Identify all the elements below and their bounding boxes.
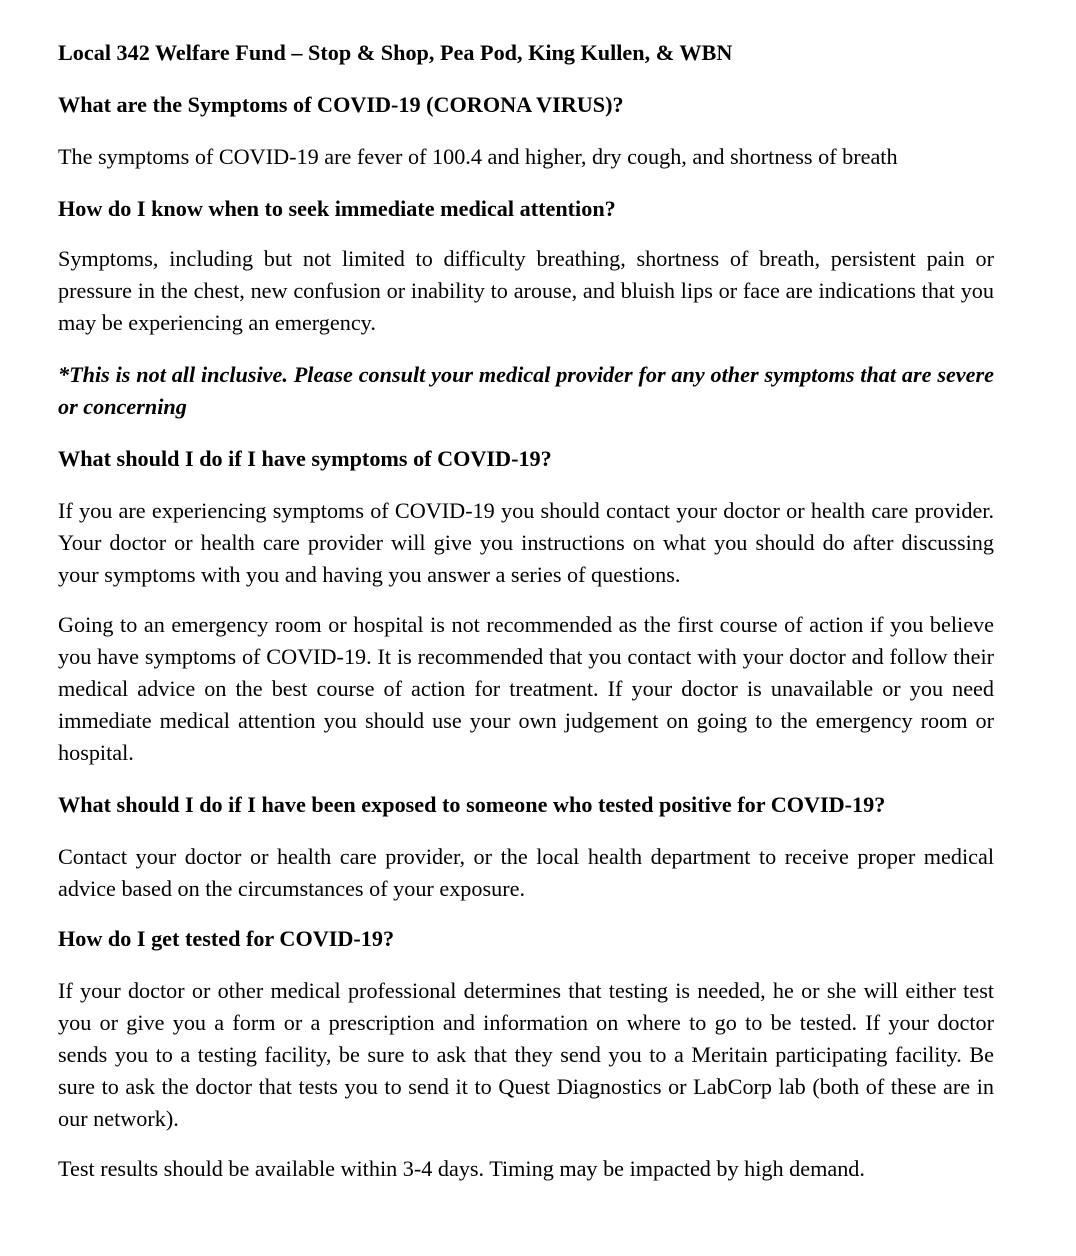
paragraph-emergency-room: Going to an emergency room or hospital is not recommended as the first course of action if you believe you have symptoms of COVID-19. It is recommended that you contact with your doctor and follow their medical advice on the best course of action for treatment. If your doctor is unavailable or you need immediate medical attention you should use your own judgement on going to the emergency room or hospital. xyxy=(58,612,994,765)
section-heading-immediate-attention: How do I know when to seek immediate medical attention? xyxy=(58,196,616,221)
paragraph-testing: If your doctor or other medical professional determines that testing is needed, he or she will either test you or give you a form or a prescription and information on where to go to be tested. If your doctor sends you to a testing facility, be sure to ask that they send you to a Meritain participating facility. Be sure to ask the doctor that tests you to send it to Quest Diagnostics or LabCorp lab (both of these are in our network). xyxy=(58,978,994,1131)
section-heading-exposure: What should I do if I have been exposed to someone who tested positive for COVID-19? xyxy=(58,792,886,817)
section-heading-if-symptoms: What should I do if I have symptoms of COVID-19? xyxy=(58,446,552,471)
paragraph-symptoms: The symptoms of COVID-19 are fever of 100.4 and higher, dry cough, and shortness of breath xyxy=(58,144,898,169)
paragraph-contact-doctor: If you are experiencing symptoms of COVID-19 you should contact your doctor or health care provider. Your doctor or health care provider will give you instructions on what you should do after discussing your symptoms with you and having you answer a series of questions. xyxy=(58,498,994,587)
paragraph-test-results: Test results should be available within 3-4 days. Timing may be impacted by high demand. xyxy=(58,1156,865,1181)
paragraph-emergency-symptoms: Symptoms, including but not limited to difficulty breathing, shortness of breath, persistent pain or pressure in the chest, new confusion or inability to arouse, and bluish lips or face are indications that you may be experiencing an emergency. xyxy=(58,246,994,335)
disclaimer-note: *This is not all inclusive. Please consult your medical provider for any other symptoms that are severe or concerning xyxy=(58,362,994,419)
section-heading-testing: How do I get tested for COVID-19? xyxy=(58,926,395,951)
section-heading-symptoms: What are the Symptoms of COVID-19 (CORONA VIRUS)? xyxy=(58,92,624,117)
document-title: Local 342 Welfare Fund – Stop & Shop, Pea Pod, King Kullen, & WBN xyxy=(58,40,733,65)
paragraph-exposure: Contact your doctor or health care provider, or the local health department to receive proper medical advice based on the circumstances of your exposure. xyxy=(58,844,994,901)
